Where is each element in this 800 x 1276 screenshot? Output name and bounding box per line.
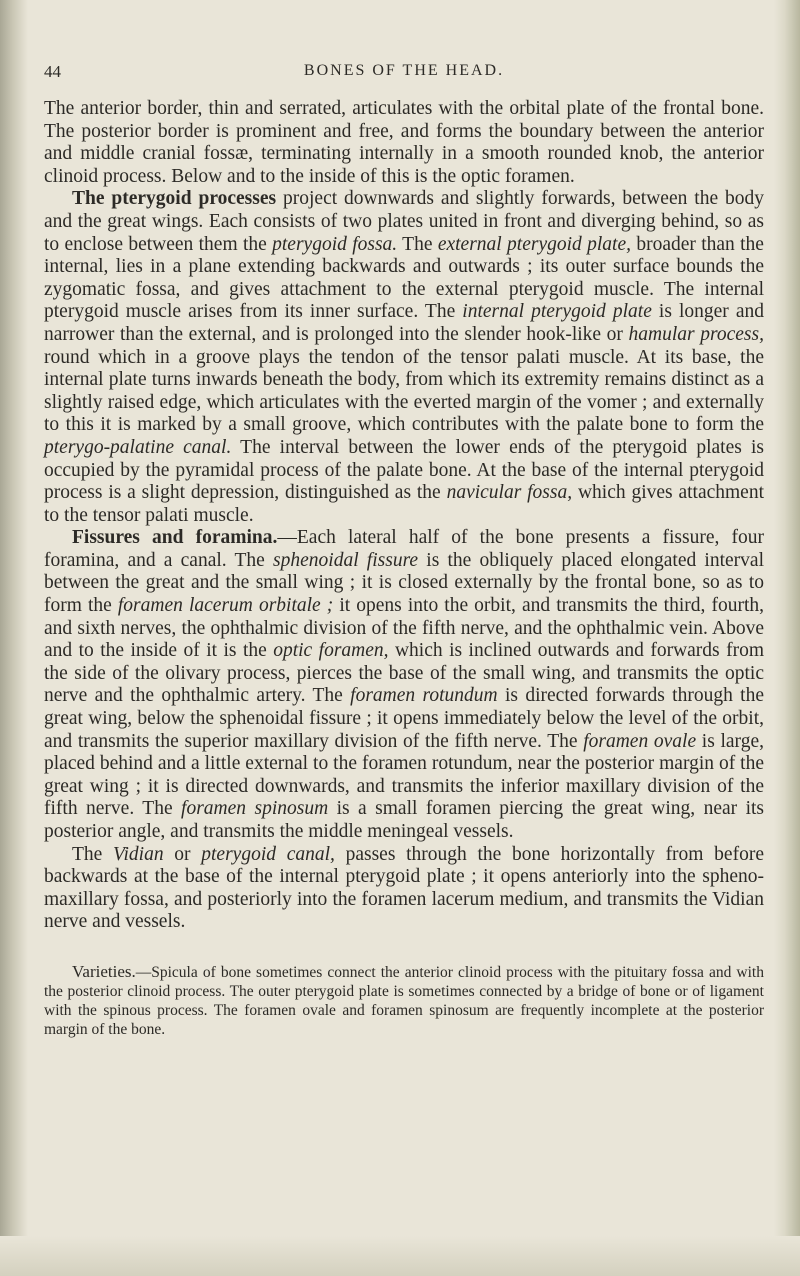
body-text	[44, 98, 764, 934]
section-heading: Fissures and foramina.	[72, 527, 278, 549]
italic-term: pterygoid fossa.	[272, 233, 398, 255]
varieties-note	[44, 962, 764, 1039]
page-edge	[774, 0, 800, 1276]
italic-term: internal pterygoid plate	[462, 301, 652, 323]
varieties-heading: Varieties.	[72, 961, 136, 981]
section-heading: The pterygoid processes	[72, 188, 277, 210]
paragraph-pterygoid-processes: The pterygoid processes project downwards and slightly forwards, between the body and the great wings. Each consists of two plates united in front and diverging behind, so as to enclose between them the pterygoid fossa. The external pterygoid plate, broader than the internal, lies in a plane extending backwards and outwards ; its outer surface bounds the zygomatic fossa, and gives attachment to the external pterygoid muscle. The internal pterygoid muscle arises from its inner surface. The internal pterygoid plate is longer and narrower than the external, and is prolonged into the slender hook-like or hamular process, round which in a groove plays the tendon of the tensor palati muscle. At its base, the internal plate turns inwards beneath the body, from which its extremity remains distinct as a slightly raised edge, which articulates with the everted margin of the vomer ; and externally to this it is marked by a small groove, which contributes with the palate bone to form the pterygo-palatine canal. The interval between the lower ends of the pterygoid plates is occupied by the pyramidal process of the palate bone. At the base of the internal pterygoid process is a slight depression, distinguished as the navicular fossa, which gives attachment to the tensor palati muscle.	[44, 188, 764, 526]
italic-term: pterygo-palatine canal.	[44, 436, 232, 458]
paragraph-anterior-border: The anterior border, thin and serrated, articulates with the orbital plate of the frontal bone. The posterior border is prominent and free, and forms the boundary between the anterior and middle cranial fossæ, terminating internally in a smooth rounded knob, the anterior clinoid process. Below and to the inside of this is the optic foramen.	[44, 98, 764, 187]
paragraph-fissures-foramina: Fissures and foramina.—Each lateral half of the bone presents a fissure, four foramina, and a canal. The sphenoidal fissure is the obliquely placed elongated interval between the great and the small wing ; it is closed externally by the frontal bone, so as to form the foramen lacerum orbitale ; it opens into the orbit, and transmits the third, fourth, and sixth nerves, the ophthalmic division of the fifth nerve, and the ophthalmic vein. Above and to the inside of it is the optic foramen, which is inclined outwards and forwards from the side of the olivary process, pierces the base of the small wing, and transmits the optic nerve and the ophthalmic artery. The foramen rotundum is directed forwards through the great wing, below the sphenoidal fissure ; it opens immediately below the level of the orbit, and transmits the superior maxillary division of the fifth nerve. The foramen ovale is large, placed behind and a little external to the foramen rotundum, near the posterior margin of the great wing ; it is directed downwards, and transmits the inferior maxillary division of the fifth nerve. The foramen spinosum is a small foramen piercing the great wing, near its posterior angle, and transmits the middle meningeal vessels.	[44, 527, 765, 842]
book-page	[44, 62, 764, 1039]
page-gutter-shadow	[0, 0, 28, 1276]
varieties-text: —Spicula of bone sometimes connect the anterior clinoid process with the pituitary fossa and with the posterior clinoid process. The outer pterygoid plate is sometimes connected by a bridge of bone or of ligament with the spinous process. The foramen ovale and foramen spinosum are frequently incomplete at the posterior margin of the bone.	[44, 963, 764, 1038]
running-head: BONES OF THE HEAD.	[303, 62, 505, 79]
italic-term: Vidian	[113, 843, 164, 865]
italic-term: foramen ovale	[583, 730, 697, 752]
italic-term: sphenoidal fissure	[273, 549, 419, 571]
italic-term: hamular process,	[628, 323, 764, 345]
italic-term: navicular fossa,	[446, 482, 573, 504]
italic-term: foramen lacerum orbitale ;	[117, 595, 334, 617]
italic-term: foramen spinosum	[181, 798, 329, 820]
page-header	[44, 62, 764, 86]
italic-term: foramen rotundum	[350, 685, 498, 707]
page-number: 44	[44, 62, 61, 81]
page-bottom-edge	[0, 1236, 800, 1276]
italic-term: pterygoid canal,	[201, 843, 335, 865]
varieties-paragraph	[44, 962, 764, 1039]
italic-term: optic foramen,	[273, 640, 389, 662]
paragraph-vidian-canal: The Vidian or pterygoid canal, passes through the bone horizontally from before backwards at the base of the internal pterygoid plate ; it opens anteriorly into the spheno-maxillary fossa, and posteriorly into the foramen lacerum medium, and transmits the Vidian nerve and vessels.	[44, 843, 764, 933]
italic-term: external pterygoid plate,	[437, 233, 631, 255]
